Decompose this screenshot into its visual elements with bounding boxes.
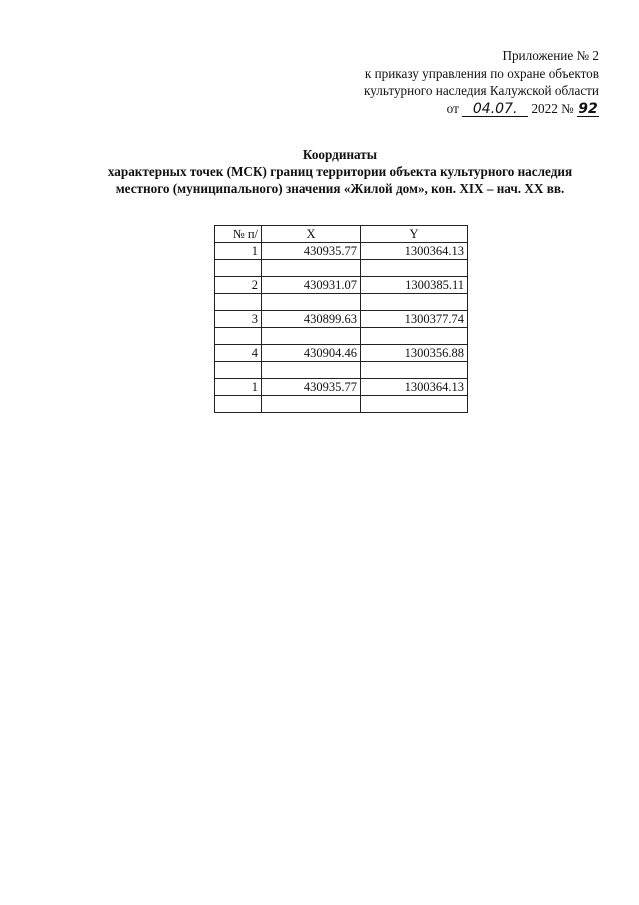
coordinate-x: 430935.77 (262, 243, 361, 260)
coordinates-table (214, 225, 468, 413)
coordinate-y (361, 362, 468, 379)
table-row (215, 362, 468, 379)
point-number (215, 362, 262, 379)
table-row (215, 243, 468, 260)
coordinate-y: 1300377.74 (361, 311, 468, 328)
table-row (215, 311, 468, 328)
date-prefix: от (446, 100, 459, 116)
point-number (215, 294, 262, 311)
handwritten-date: 04.07. (462, 103, 528, 117)
column-header-number: № п/ (215, 226, 262, 243)
coordinate-x: 430904.46 (262, 345, 361, 362)
point-number: 2 (215, 277, 262, 294)
point-number: 1 (215, 379, 262, 396)
column-header-x: X (262, 226, 361, 243)
column-header-y: Y (361, 226, 468, 243)
coordinate-x: 430935.77 (262, 379, 361, 396)
point-number (215, 396, 262, 413)
coordinate-y: 1300364.13 (361, 379, 468, 396)
coordinate-x: 430899.63 (262, 311, 361, 328)
table-row (215, 260, 468, 277)
title-line-1: Координаты (302, 147, 378, 162)
coordinate-y (361, 294, 468, 311)
order-date-line (364, 100, 599, 118)
table-header-row (215, 226, 468, 243)
point-number: 4 (215, 345, 262, 362)
point-number (215, 328, 262, 345)
table-row (215, 379, 468, 396)
table-row (215, 345, 468, 362)
coordinate-x (262, 260, 361, 277)
coordinate-y: 1300356.88 (361, 345, 468, 362)
point-number (215, 260, 262, 277)
coordinate-x (262, 294, 361, 311)
table-row (215, 396, 468, 413)
appendix-number: Приложение № 2 (502, 48, 599, 63)
coordinate-y (361, 396, 468, 413)
coordinate-y (361, 328, 468, 345)
coordinate-y: 1300385.11 (361, 277, 468, 294)
coordinate-x: 430931.07 (262, 277, 361, 294)
title-line-2: характерных точек (МСК) границ территории объекта культурного наследия (107, 164, 573, 179)
coordinate-x (262, 396, 361, 413)
title-line-3: местного (муниципального) значения «Жилой дом», кон. XIX – нач. XX вв. (115, 181, 565, 196)
coordinate-x (262, 362, 361, 379)
coordinate-y: 1300364.13 (361, 243, 468, 260)
table-row (215, 294, 468, 311)
order-reference: к приказу управления по охране объектов (364, 65, 599, 81)
coordinate-x (262, 328, 361, 345)
table-row (215, 277, 468, 294)
table-row (215, 328, 468, 345)
point-number: 1 (215, 243, 262, 260)
authority-name: культурного наследия Калужской области (364, 83, 599, 98)
document-title (60, 146, 620, 197)
point-number: 3 (215, 311, 262, 328)
coordinate-y (361, 260, 468, 277)
appendix-header (364, 47, 599, 117)
order-year: 2022 № (531, 100, 574, 116)
handwritten-order-number: 92 (578, 100, 598, 117)
